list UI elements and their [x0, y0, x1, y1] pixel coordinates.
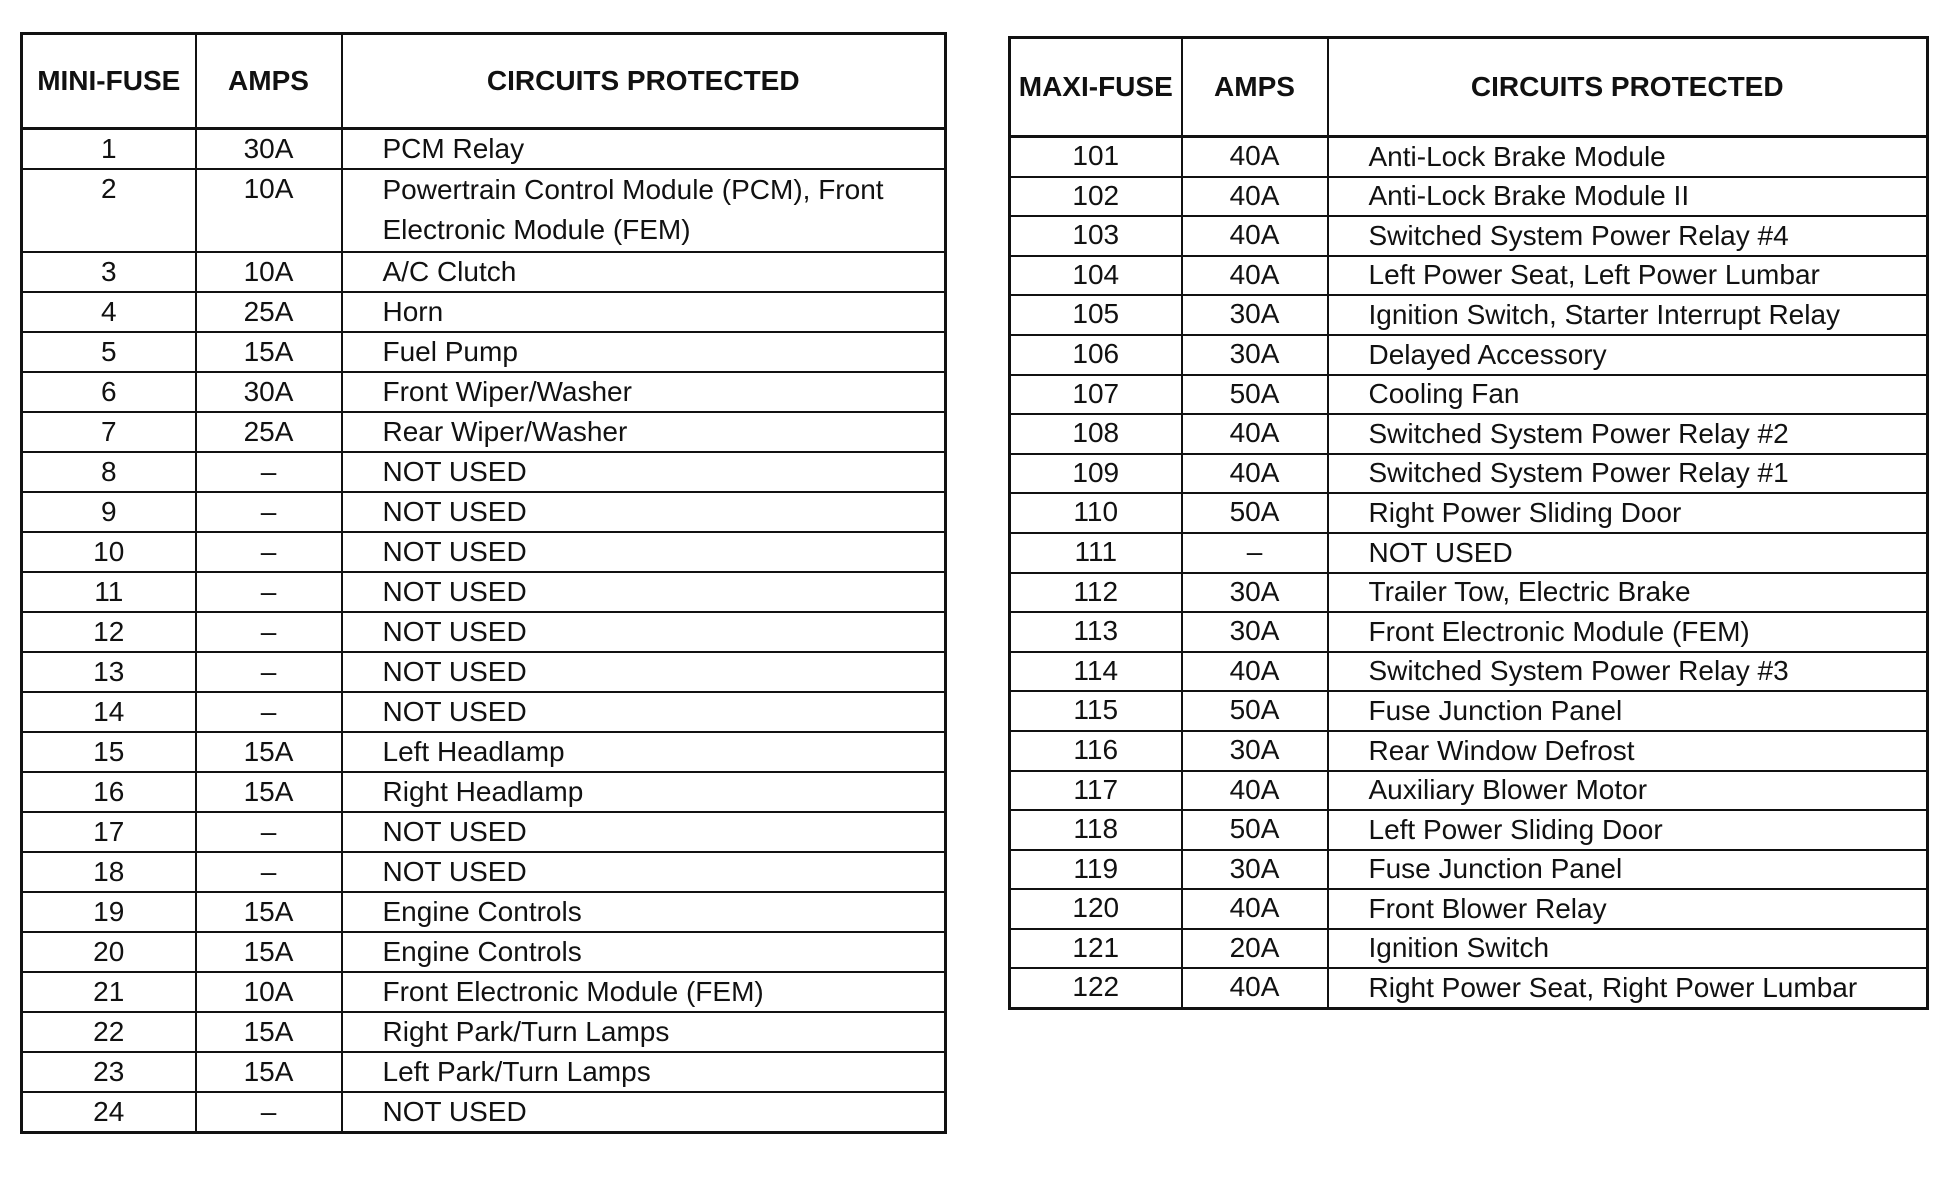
circuit-protected: NOT USED: [342, 572, 946, 612]
fuse-amps: –: [196, 532, 342, 572]
circuit-protected: Auxiliary Blower Motor: [1328, 771, 1928, 811]
table-row: [22, 732, 946, 772]
circuit-protected: NOT USED: [1328, 533, 1928, 573]
table-row: [22, 612, 946, 652]
table-row: [22, 892, 946, 932]
fuse-number: 116: [1010, 731, 1182, 771]
circuit-protected: Fuse Junction Panel: [1328, 691, 1928, 731]
table-row: [1010, 375, 1928, 415]
fuse-amps: –: [196, 1092, 342, 1133]
fuse-amps: 30A: [196, 372, 342, 412]
fuse-amps: 15A: [196, 772, 342, 812]
fuse-amps: 15A: [196, 332, 342, 372]
fuse-number: 21: [22, 972, 196, 1012]
table-row: [1010, 493, 1928, 533]
fuse-number: 114: [1010, 652, 1182, 692]
table-row: [22, 412, 946, 452]
circuit-protected: Anti-Lock Brake Module II: [1328, 177, 1928, 217]
fuse-number: 7: [22, 412, 196, 452]
fuse-number: 2: [22, 169, 196, 252]
fuse-number: 101: [1010, 137, 1182, 177]
circuit-protected: Switched System Power Relay #1: [1328, 454, 1928, 494]
fuse-amps: 30A: [196, 129, 342, 170]
circuits-protected-header: CIRCUITS PROTECTED: [1328, 38, 1928, 137]
table-row: [1010, 454, 1928, 494]
circuit-protected: Switched System Power Relay #4: [1328, 216, 1928, 256]
fuse-number: 23: [22, 1052, 196, 1092]
circuit-protected: Engine Controls: [342, 892, 946, 932]
table-row: [22, 169, 946, 252]
circuit-protected: NOT USED: [342, 852, 946, 892]
circuit-protected: Ignition Switch: [1328, 929, 1928, 969]
table-row: [1010, 256, 1928, 296]
amps-header: AMPS: [196, 34, 342, 129]
table-row: [22, 772, 946, 812]
fuse-amps: –: [196, 692, 342, 732]
table-row: [22, 692, 946, 732]
table-row: [22, 1052, 946, 1092]
table-row: [1010, 968, 1928, 1008]
circuit-protected: Anti-Lock Brake Module: [1328, 137, 1928, 177]
table-row: [1010, 533, 1928, 573]
circuit-protected: Left Power Sliding Door: [1328, 810, 1928, 850]
table-row: [22, 372, 946, 412]
maxi-fuse-header: MAXI-FUSE: [1010, 38, 1182, 137]
fuse-amps: 50A: [1182, 810, 1328, 850]
fuse-amps: 50A: [1182, 691, 1328, 731]
fuse-number: 24: [22, 1092, 196, 1133]
fuse-amps: 40A: [1182, 652, 1328, 692]
table-row: [22, 332, 946, 372]
maxi-fuse-header-row: [1010, 38, 1928, 137]
fuse-amps: 50A: [1182, 493, 1328, 533]
fuse-number: 117: [1010, 771, 1182, 811]
circuit-protected: Engine Controls: [342, 932, 946, 972]
fuse-amps: 40A: [1182, 177, 1328, 217]
fuse-number: 112: [1010, 573, 1182, 613]
table-row: [22, 652, 946, 692]
circuit-protected: Left Power Seat, Left Power Lumbar: [1328, 256, 1928, 296]
circuit-protected: NOT USED: [342, 652, 946, 692]
fuse-number: 122: [1010, 968, 1182, 1008]
mini-fuse-header: MINI-FUSE: [22, 34, 196, 129]
table-row: [1010, 771, 1928, 811]
maxi-fuse-table: [1008, 36, 1929, 1010]
table-row: [22, 572, 946, 612]
fuse-number: 115: [1010, 691, 1182, 731]
fuse-number: 119: [1010, 850, 1182, 890]
fuse-amps: 15A: [196, 932, 342, 972]
fuse-number: 103: [1010, 216, 1182, 256]
table-row: [22, 1092, 946, 1133]
fuse-amps: 40A: [1182, 216, 1328, 256]
fuse-amps: 30A: [1182, 573, 1328, 613]
circuit-protected: NOT USED: [342, 612, 946, 652]
fuse-number: 120: [1010, 889, 1182, 929]
table-row: [1010, 414, 1928, 454]
fuse-amps: 15A: [196, 732, 342, 772]
circuit-protected: Delayed Accessory: [1328, 335, 1928, 375]
table-row: [22, 252, 946, 292]
fuse-amps: –: [196, 572, 342, 612]
fuse-amps: 40A: [1182, 454, 1328, 494]
table-row: [1010, 177, 1928, 217]
fuse-number: 22: [22, 1012, 196, 1052]
fuse-number: 105: [1010, 295, 1182, 335]
table-row: [22, 852, 946, 892]
fuse-amps: –: [196, 852, 342, 892]
circuits-protected-header: CIRCUITS PROTECTED: [342, 34, 946, 129]
fuse-number: 10: [22, 532, 196, 572]
table-row: [1010, 137, 1928, 177]
circuit-protected: NOT USED: [342, 692, 946, 732]
fuse-amps: 30A: [1182, 850, 1328, 890]
fuse-amps: 10A: [196, 972, 342, 1012]
circuit-protected: Front Electronic Module (FEM): [1328, 612, 1928, 652]
fuse-amps: 30A: [1182, 335, 1328, 375]
fuse-amps: –: [196, 492, 342, 532]
fuse-number: 13: [22, 652, 196, 692]
fuse-number: 118: [1010, 810, 1182, 850]
fuse-number: 14: [22, 692, 196, 732]
fuse-amps: 25A: [196, 412, 342, 452]
fuse-amps: –: [1182, 533, 1328, 573]
fuse-amps: 15A: [196, 1012, 342, 1052]
circuit-protected: Front Blower Relay: [1328, 889, 1928, 929]
circuit-protected: Fuse Junction Panel: [1328, 850, 1928, 890]
circuit-protected: NOT USED: [342, 492, 946, 532]
table-row: [22, 492, 946, 532]
circuit-protected: Right Park/Turn Lamps: [342, 1012, 946, 1052]
circuit-protected: A/C Clutch: [342, 252, 946, 292]
fuse-number: 16: [22, 772, 196, 812]
fuse-number: 121: [1010, 929, 1182, 969]
fuse-number: 106: [1010, 335, 1182, 375]
fuse-number: 12: [22, 612, 196, 652]
fuse-amps: –: [196, 812, 342, 852]
table-row: [22, 532, 946, 572]
circuit-protected: Front Wiper/Washer: [342, 372, 946, 412]
table-row: [22, 452, 946, 492]
fuse-number: 6: [22, 372, 196, 412]
circuit-protected: Cooling Fan: [1328, 375, 1928, 415]
fuse-amps: 30A: [1182, 295, 1328, 335]
fuse-number: 8: [22, 452, 196, 492]
fuse-number: 107: [1010, 375, 1182, 415]
circuit-protected: Switched System Power Relay #3: [1328, 652, 1928, 692]
fuse-amps: 40A: [1182, 889, 1328, 929]
fuse-number: 113: [1010, 612, 1182, 652]
circuit-protected: Right Power Seat, Right Power Lumbar: [1328, 968, 1928, 1008]
circuit-protected: NOT USED: [342, 1092, 946, 1133]
fuse-amps: 10A: [196, 252, 342, 292]
table-row: [1010, 850, 1928, 890]
table-row: [1010, 889, 1928, 929]
fuse-amps: 30A: [1182, 612, 1328, 652]
fuse-number: 9: [22, 492, 196, 532]
mini-fuse-header-row: [22, 34, 946, 129]
fuse-amps: 40A: [1182, 137, 1328, 177]
circuit-protected: Trailer Tow, Electric Brake: [1328, 573, 1928, 613]
circuit-protected: Switched System Power Relay #2: [1328, 414, 1928, 454]
table-row: [1010, 810, 1928, 850]
fuse-amps: 15A: [196, 1052, 342, 1092]
fuse-number: 108: [1010, 414, 1182, 454]
table-row: [1010, 652, 1928, 692]
fuse-amps: 10A: [196, 169, 342, 252]
fuse-amps: 40A: [1182, 771, 1328, 811]
fuse-number: 3: [22, 252, 196, 292]
circuit-protected: Rear Window Defrost: [1328, 731, 1928, 771]
table-row: [1010, 295, 1928, 335]
circuit-protected: Left Headlamp: [342, 732, 946, 772]
fuse-number: 18: [22, 852, 196, 892]
fuse-number: 111: [1010, 533, 1182, 573]
fuse-amps: –: [196, 652, 342, 692]
table-row: [1010, 573, 1928, 613]
fuse-amps: 40A: [1182, 256, 1328, 296]
fuse-amps: 15A: [196, 892, 342, 932]
table-row: [1010, 731, 1928, 771]
fuse-number: 5: [22, 332, 196, 372]
circuit-protected: NOT USED: [342, 452, 946, 492]
circuit-protected: Ignition Switch, Starter Interrupt Relay: [1328, 295, 1928, 335]
fuse-number: 1: [22, 129, 196, 170]
circuit-protected: PCM Relay: [342, 129, 946, 170]
table-row: [22, 932, 946, 972]
fuse-number: 20: [22, 932, 196, 972]
fuse-number: 11: [22, 572, 196, 612]
amps-header: AMPS: [1182, 38, 1328, 137]
fuse-number: 4: [22, 292, 196, 332]
fuse-amps: 25A: [196, 292, 342, 332]
circuit-protected: Right Headlamp: [342, 772, 946, 812]
fuse-number: 110: [1010, 493, 1182, 533]
table-row: [22, 292, 946, 332]
table-row: [22, 972, 946, 1012]
fuse-amps: 30A: [1182, 731, 1328, 771]
table-row: [1010, 929, 1928, 969]
table-row: [1010, 335, 1928, 375]
circuit-protected: Left Park/Turn Lamps: [342, 1052, 946, 1092]
table-row: [1010, 216, 1928, 256]
fuse-amps: 40A: [1182, 414, 1328, 454]
circuit-protected: Right Power Sliding Door: [1328, 493, 1928, 533]
circuit-protected: Fuel Pump: [342, 332, 946, 372]
table-row: [22, 1012, 946, 1052]
fuse-amps: –: [196, 452, 342, 492]
table-row: [1010, 612, 1928, 652]
circuit-protected: Front Electronic Module (FEM): [342, 972, 946, 1012]
fuse-amps: 20A: [1182, 929, 1328, 969]
fuse-amps: 50A: [1182, 375, 1328, 415]
circuit-protected: Rear Wiper/Washer: [342, 412, 946, 452]
table-row: [22, 129, 946, 170]
fuse-number: 15: [22, 732, 196, 772]
circuit-protected: Horn: [342, 292, 946, 332]
fuse-amps: –: [196, 612, 342, 652]
table-row: [22, 812, 946, 852]
circuit-protected: NOT USED: [342, 812, 946, 852]
fuse-number: 102: [1010, 177, 1182, 217]
circuit-protected: Powertrain Control Module (PCM), Front Electronic Module (FEM): [342, 169, 946, 252]
fuse-number: 109: [1010, 454, 1182, 494]
circuit-protected: NOT USED: [342, 532, 946, 572]
fuse-number: 17: [22, 812, 196, 852]
table-row: [1010, 691, 1928, 731]
fuse-amps: 40A: [1182, 968, 1328, 1008]
fuse-number: 19: [22, 892, 196, 932]
fuse-number: 104: [1010, 256, 1182, 296]
mini-fuse-table: [20, 32, 947, 1134]
